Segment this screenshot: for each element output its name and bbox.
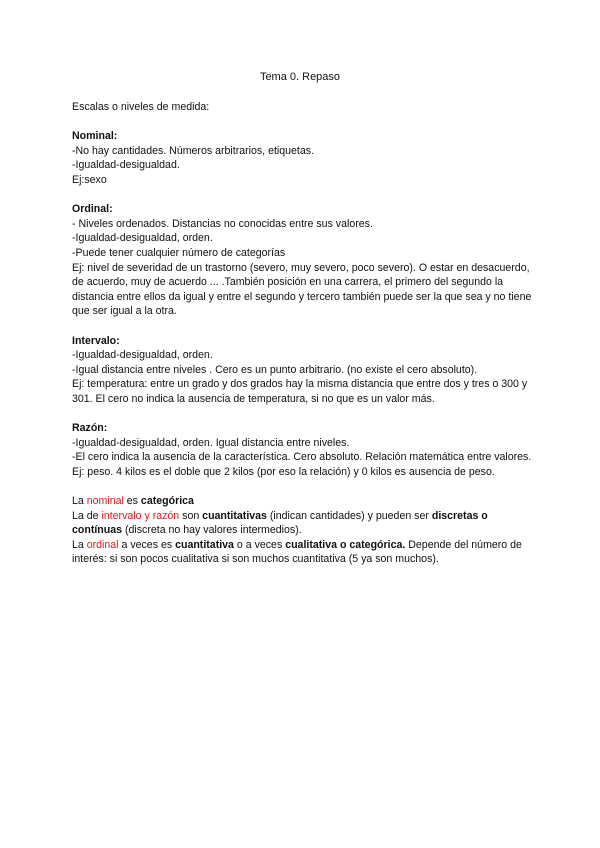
section-line: -Puede tener cualquier número de categorías	[72, 246, 286, 259]
emphasis-term: discretas o contínuas	[72, 509, 488, 537]
highlight-term: nominal	[86, 495, 124, 508]
highlight-term: ordinal	[86, 538, 119, 551]
section-line: -No hay cantidades. Números arbitrarios, etiquetas.	[72, 144, 315, 157]
section-heading: Ordinal:	[72, 203, 113, 216]
emphasis-term: cualitativa o categórica.	[285, 538, 406, 551]
highlight-term: intervalo y razón	[101, 509, 180, 522]
section-line: -Igualdad-desigualdad.	[72, 159, 180, 172]
section-line: -Igualdad-desigualdad, orden. Igual distancia entre niveles.	[72, 436, 350, 449]
intro-text: Escalas o niveles de medida:	[72, 101, 210, 113]
section-heading: Razón:	[72, 422, 108, 435]
emphasis-term: cuantitativa	[175, 538, 234, 551]
section-line: -Igualdad-desigualdad, orden.	[72, 349, 213, 362]
section-line: Ej: temperatura: entre un grado y dos grados hay la misma distancia que entre dos y tres o 300 y 301. El cero no indica la ausencia de temperatura, si no que es un valor más.	[72, 378, 528, 405]
section-nominal	[72, 129, 532, 187]
summary-nominal: La nominal es categórica	[72, 495, 194, 508]
summary-intervalo-razon: La de intervalo y razón son cuantitativas (indican cantidades) y pueden ser discretas o contínuas (discreta no hay valores intermedios).	[72, 509, 488, 537]
section-heading: Nominal:	[72, 130, 118, 143]
section-line: -Igualdad-desigualdad, orden.	[72, 232, 213, 245]
section-razon	[72, 421, 532, 479]
emphasis-term: categórica	[140, 495, 194, 508]
section-intervalo	[72, 334, 532, 407]
section-line: Ej:sexo	[72, 173, 107, 186]
section-line: Ej: peso. 4 kilos es el doble que 2 kilos (por eso la relación) y 0 kilos es ausencia de peso.	[72, 465, 495, 478]
page-title: Tema 0. Repaso	[259, 71, 341, 83]
summary-ordinal: La ordinal a veces es cuantitativa o a veces cualitativa o categórica. Depende del número de interés: si son pocos cualitativa si son muchos cuantitativa (5 ya son muchos).	[72, 538, 522, 566]
emphasis-term: cuantitativas	[202, 509, 267, 522]
summary-block	[72, 494, 532, 567]
section-heading: Intervalo:	[72, 334, 120, 347]
section-line: -Igual distancia entre niveles . Cero es un punto arbitrario. (no existe el cero absoluto).	[72, 363, 478, 376]
section-line: Ej: nivel de severidad de un trastorno (severo, muy severo, poco severo). O estar en desacuerdo, de acuerdo, muy de acuerdo ... .También posición en una carrera, el primero del segundo la distancia entre ellos da igual y entre el segundo y tercero también puede ser la que sea y no tiene que ser igual a la otra.	[72, 261, 532, 318]
document-body	[72, 100, 532, 567]
section-line: -El cero indica la ausencia de la característica. Cero absoluto. Relación matemática entre valores.	[72, 451, 532, 464]
section-ordinal	[72, 202, 532, 319]
section-line: - Niveles ordenados. Distancias no conocidas entre sus valores.	[72, 217, 373, 230]
